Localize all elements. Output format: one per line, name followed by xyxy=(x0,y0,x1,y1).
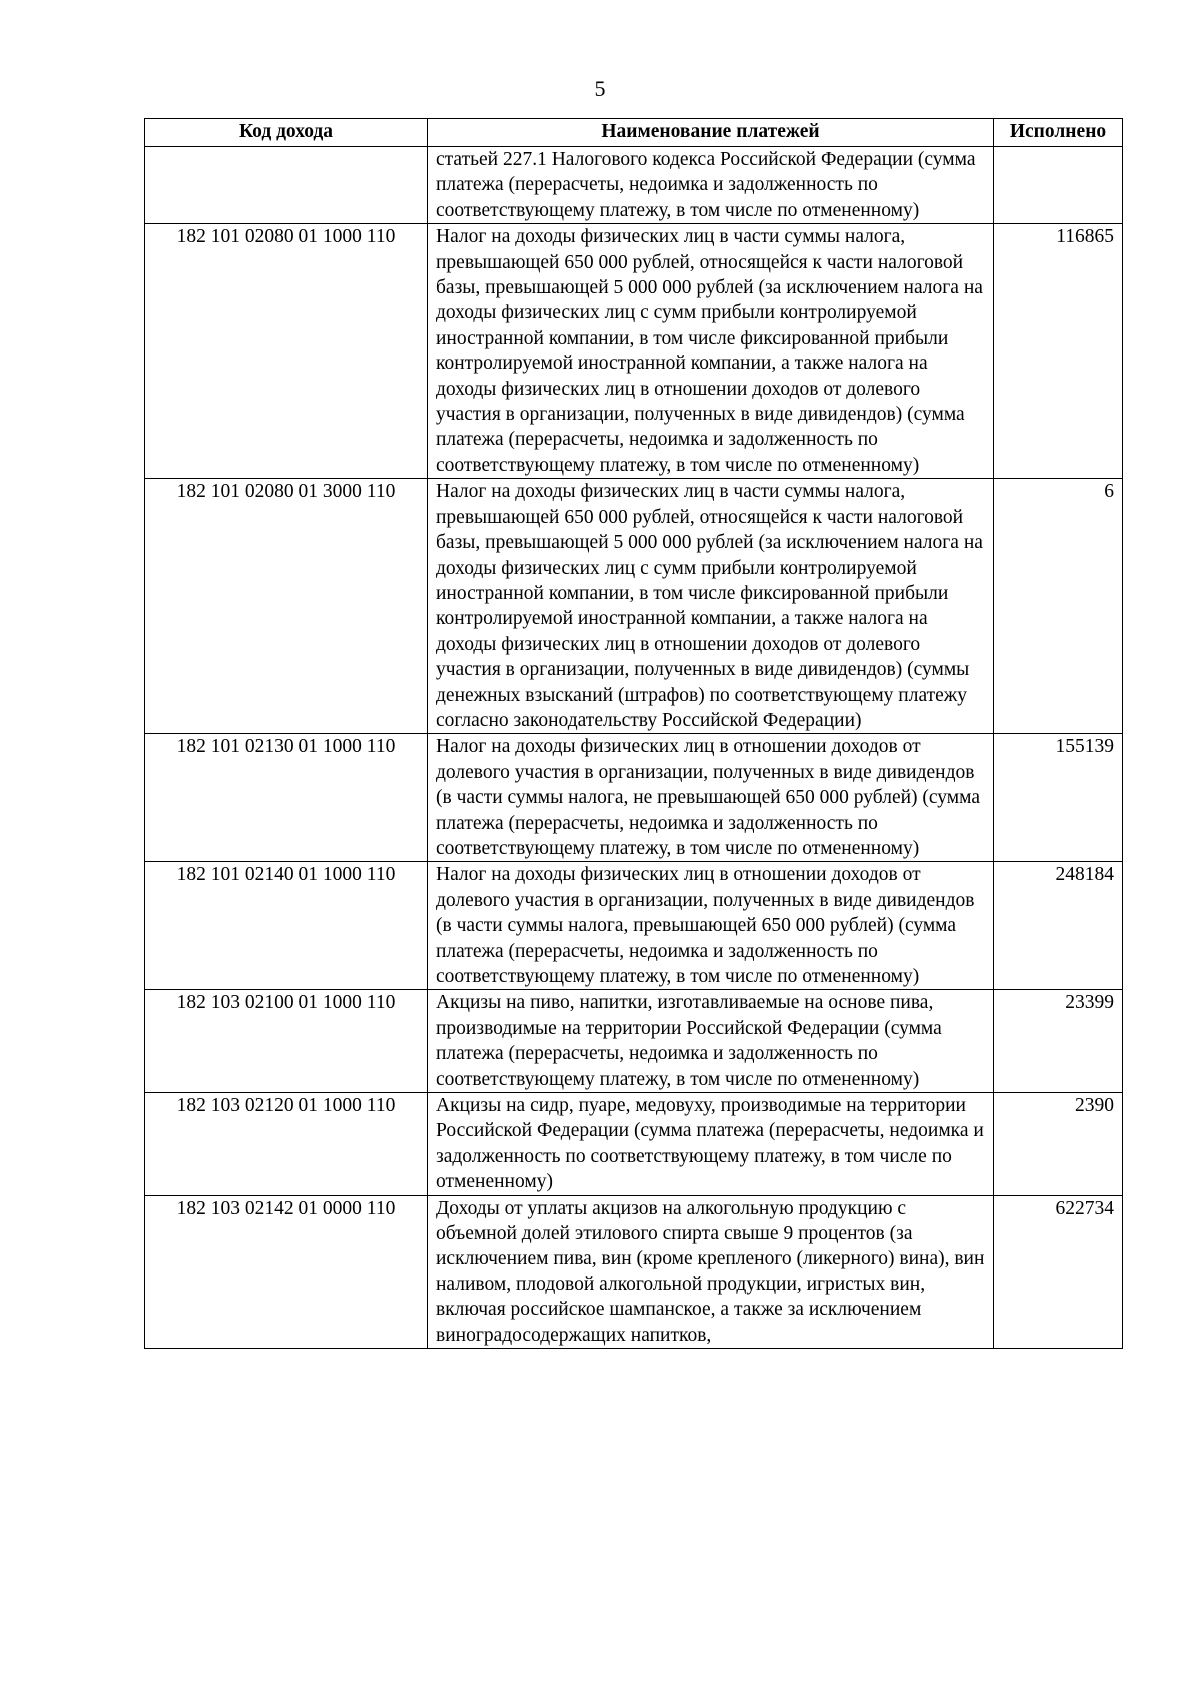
payment-name-cell: Налог на доходы физических лиц в части суммы налога, превышающей 650 000 рублей, относящейся к части налоговой базы, превышающей 5 000 000 рублей (за исключением налога на доходы физических лиц с сумм прибыли контролируемой иностранной компании, в том числе фиксированной прибыли контролируемой иностранной компании, а также налога на доходы физических лиц в отношении доходов от долевого участия в организации, полученных в виде дивидендов) (сумма платежа (перерасчеты, недоимка и задолженность по соответствующему платежу, в том числе по отмененному) xyxy=(428,224,994,479)
income-code-cell: 182 103 02142 01 0000 110 xyxy=(145,1195,428,1348)
executed-amount-cell: 116865 xyxy=(994,224,1123,479)
executed-amount-cell: 2390 xyxy=(994,1093,1123,1196)
executed-amount-cell: 6 xyxy=(994,479,1123,734)
income-code-cell: 182 101 02080 01 1000 110 xyxy=(145,224,428,479)
income-code-cell: 182 103 02100 01 1000 110 xyxy=(145,990,428,1093)
header-payment-name: Наименование платежей xyxy=(428,119,994,147)
executed-amount-cell: 622734 xyxy=(994,1195,1123,1348)
table-row xyxy=(145,479,1123,734)
executed-amount-cell: 23399 xyxy=(994,990,1123,1093)
payment-name-cell: Доходы от уплаты акцизов на алкогольную продукцию с объемной долей этилового спирта свыше 9 процентов (за исключением пива, вин (кроме крепленого (ликерного) вина), вин наливом, плодовой алкогольной продукции, игристых вин, включая российское шампанское, а также за исключением виноградосодержащих напитков, xyxy=(428,1195,994,1348)
payment-name-cell: статьей 227.1 Налогового кодекса Российской Федерации (сумма платежа (перерасчеты, недоимка и задолженность по соответствующему платежу, в том числе по отмененному) xyxy=(428,147,994,224)
table-row xyxy=(145,1195,1123,1348)
page-number: 5 xyxy=(594,76,606,101)
executed-amount-cell: 248184 xyxy=(994,862,1123,990)
income-code-cell: 182 101 02140 01 1000 110 xyxy=(145,862,428,990)
payment-name-cell: Акцизы на пиво, напитки, изготавливаемые на основе пива, производимые на территории Российской Федерации (сумма платежа (перерасчеты, недоимка и задолженность по соответствующему платежу, в том числе по отмененному) xyxy=(428,990,994,1093)
table-row xyxy=(145,990,1123,1093)
executed-amount-cell xyxy=(994,147,1123,224)
revenue-table xyxy=(144,118,1123,1349)
header-income-code: Код дохода xyxy=(145,119,428,147)
payment-name-cell: Акцизы на сидр, пуаре, медовуху, производимые на территории Российской Федерации (сумма платежа (перерасчеты, недоимка и задолженность по соответствующему платежу, в том числе по отмененному) xyxy=(428,1093,994,1196)
executed-amount-cell: 155139 xyxy=(994,734,1123,862)
payment-name-cell: Налог на доходы физических лиц в части суммы налога, превышающей 650 000 рублей, относящейся к части налоговой базы, превышающей 5 000 000 рублей (за исключением налога на доходы физических лиц с сумм прибыли контролируемой иностранной компании, в том числе фиксированной прибыли контролируемой иностранной компании, а также налога на доходы физических лиц в отношении доходов от долевого участия в организации, полученных в виде дивидендов) (суммы денежных взысканий (штрафов) по соответствующему платежу согласно законодательству Российской Федерации) xyxy=(428,479,994,734)
table-row xyxy=(145,862,1123,990)
income-code-cell xyxy=(145,147,428,224)
table-row xyxy=(145,1093,1123,1196)
header-executed: Исполнено xyxy=(994,119,1123,147)
payment-name-cell: Налог на доходы физических лиц в отношении доходов от долевого участия в организации, полученных в виде дивидендов (в части суммы налога, не превышающей 650 000 рублей) (сумма платежа (перерасчеты, недоимка и задолженность по соответствующему платежу, в том числе по отмененному) xyxy=(428,734,994,862)
table-row xyxy=(145,224,1123,479)
income-code-cell: 182 101 02130 01 1000 110 xyxy=(145,734,428,862)
payment-name-cell: Налог на доходы физических лиц в отношении доходов от долевого участия в организации, полученных в виде дивидендов (в части суммы налога, превышающей 650 000 рублей) (сумма платежа (перерасчеты, недоимка и задолженность по соответствующему платежу, в том числе по отмененному) xyxy=(428,862,994,990)
table-row xyxy=(145,147,1123,224)
table-header-row xyxy=(145,119,1123,147)
income-code-cell: 182 103 02120 01 1000 110 xyxy=(145,1093,428,1196)
income-code-cell: 182 101 02080 01 3000 110 xyxy=(145,479,428,734)
table-row xyxy=(145,734,1123,862)
